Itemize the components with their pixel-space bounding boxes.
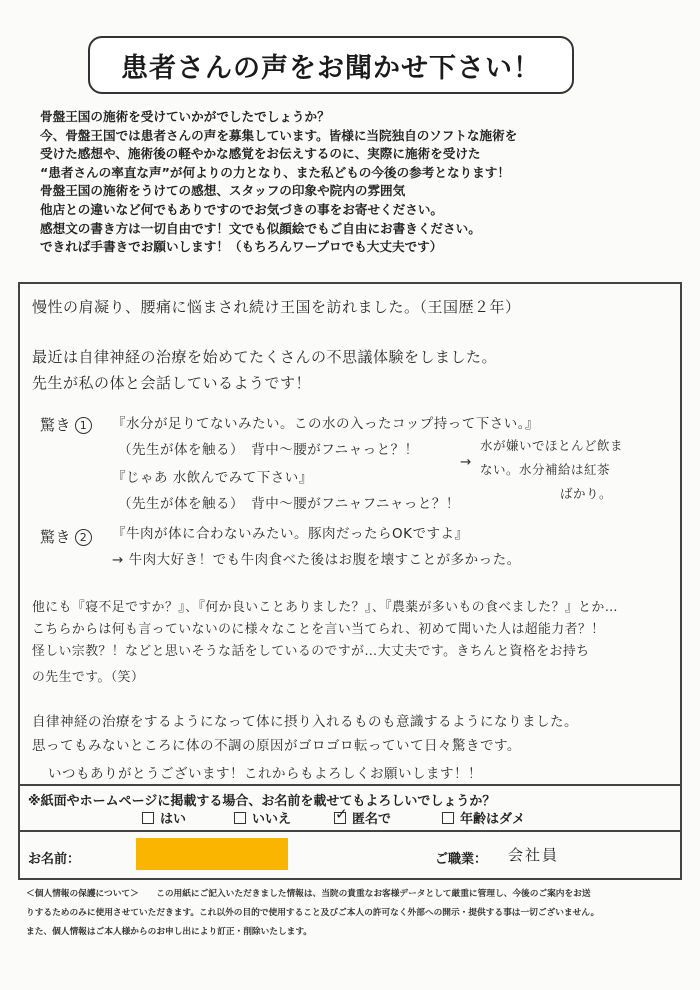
divider [18,830,682,832]
option-label: 年齢はダメ [460,812,526,827]
hw-line: 思ってもみないところに体の不調の原因がゴロゴロ転っていて日々驚きです。 [32,738,521,754]
intro-line: 感想文の書き方は一切自由です！文でも似顔絵でもご自由にお書きください。 [40,220,481,236]
intro-text [40,108,680,257]
surprise-number: 1 [75,417,92,434]
hw-line: 他にも『寝不足ですか？』、『何か良いことありました？』、『農薬が多いもの食べました？』とか… [32,600,619,615]
option-no-age[interactable] [442,808,525,827]
surprise2-label [40,526,92,547]
hw-note: 水が嫌いでほとんど飲ま [480,438,624,453]
privacy-notice [26,885,686,942]
arrow-icon: → [460,454,472,470]
hw-line: → 牛肉大好き！でも牛肉食べた後はお腹を壊すことが多かった。 [112,552,521,568]
hw-line: 最近は自律神経の治療を始めてたくさんの不思議体験をしました。 [32,348,498,366]
intro-line: 他店との違いなど何でもありですのでお気づきの事をお寄せください。 [40,201,443,217]
intro-line: できれば手書きでお願いします！（もちろんワープロでも大丈夫です） [40,239,443,255]
privacy-line: ＜個人情報の保護について＞ この用紙にご記入いただきました情報は、当院の貴重なお客様データとして厳重に管理し、今後のご案内をお送 [26,889,591,899]
option-yes[interactable] [142,808,186,827]
job-value[interactable]: 会社員 [508,846,560,864]
intro-line: “患者さんの率直な声”が何よりの力となり、また私どもの今後の参考となります！ [40,164,510,180]
checkbox-checked[interactable] [334,812,346,824]
option-label: 匿名で [352,812,392,827]
hw-note: ない。水分補給は紅茶 [480,462,611,477]
option-anonymous[interactable] [334,808,391,827]
intro-line: 受けた感想や、施術後の軽やかな感覚をお伝えするのに、実際に施術を受けた [40,146,481,162]
option-label: いいえ [252,812,292,827]
consent-question: ※紙面やホームページに掲載する場合、お名前を載せてもよろしいでしょうか？ [28,794,496,809]
intro-line: 骨盤王国の施術を受けていかがでしたでしょうか？ [40,109,330,124]
hw-line: 怪しい宗教？！などと思いそうな話をしているのですが…大丈夫です。きちんと資格をお持ち [32,644,590,659]
hw-line: 『牛肉が体に合わないみたい。豚肉だったらOKですよ』 [112,526,469,542]
checkbox[interactable] [234,812,246,824]
hw-line: 慢性の肩凝り、腰痛に悩まされ続け王国を訪れました。（王国歴２年） [32,298,521,316]
hw-line: （先生が体を触る） 背中〜腰がフニャっと？！ [118,442,419,458]
job-label: ご職業： [435,852,488,867]
privacy-line: りするためのみに使用させていただきます。これ以外の目的で使用すること及びご本人の許可なく外部への開示・提供する事は一切ございません。 [26,908,600,918]
surprise-number: 2 [75,529,92,546]
intro-line: 今、骨盤王国では患者さんの声を募集しています。皆様に当院独自のソフトな施術を [40,127,518,143]
intro-line: 骨盤王国の施術をうけての感想、スタッフの印象や院内の雰囲気 [40,183,406,199]
hw-note: ばかり。 [560,486,613,501]
hw-line: いつもありがとうございます！これからもよろしくお願いします！！ [48,766,482,782]
hw-line: の先生です。（笑） [32,670,145,685]
hw-line: 自律神経の治療をするようになって体に摂り入れるものも意識するようになりました。 [32,714,578,730]
page-title: 患者さんの声をお聞かせ下さい！ [121,52,541,84]
hw-line: こちらからは何も言っていないのに様々なことを言い当てられ、初めて聞いた人は超能力者？！ [32,622,605,637]
redacted-name-field[interactable] [136,838,288,870]
hw-line: 先生が私の体と会話しているようです！ [32,374,312,392]
hw-line: 『じゃあ 水飲んでみて下さい』 [112,470,313,486]
hw-line: （先生が体を触る） 背中〜腰がフニャフニャっと？！ [118,496,460,512]
option-label: はい [160,812,187,827]
hw-line: 『水分が足りてないみたい。この水の入ったコップ持って下さい。』 [112,416,539,432]
surprise-text: 驚き [40,528,72,546]
option-no[interactable] [234,808,291,827]
privacy-line: また、個人情報はご本人様からのお申し出により訂正・削除いたします。 [26,927,312,937]
name-label: お名前： [28,852,81,867]
surprise-text: 驚き [40,416,72,434]
surprise1-label [40,414,92,435]
checkbox[interactable] [142,812,154,824]
checkbox[interactable] [442,812,454,824]
title-banner [88,36,574,94]
